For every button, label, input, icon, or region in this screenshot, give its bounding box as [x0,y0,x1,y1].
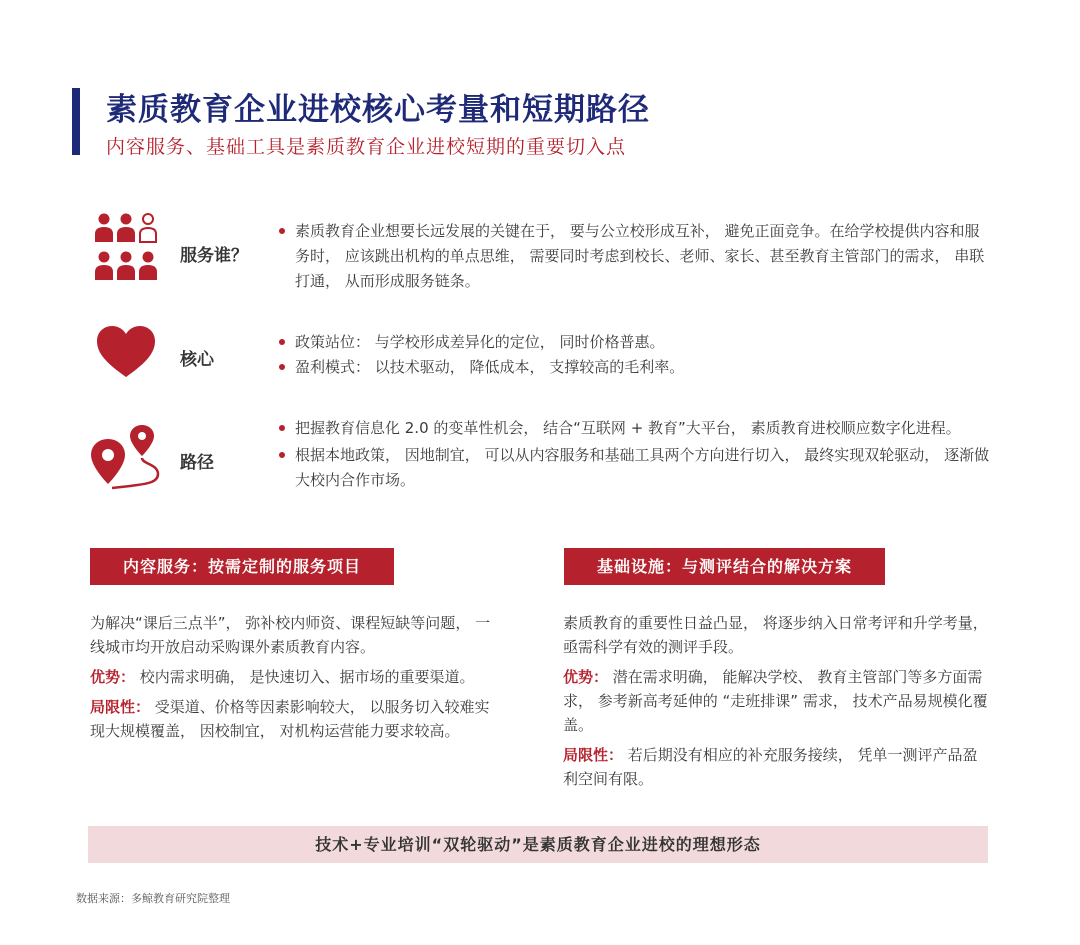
title-accent-bar [72,88,80,155]
advantage-text: 校内需求明确， 是快速切入、据市场的重要渠道。 [135,668,475,686]
content-service-tag: 内容服务：按需定制的服务项目 [90,548,394,585]
row-label-path: 路径 [180,453,214,473]
content-service-limitation [90,695,502,743]
people-group-icon [94,212,158,282]
core-bullets [276,330,990,380]
limitation-label: 局限性： [563,746,624,764]
infrastructure-column [563,611,989,797]
list-item: 素质教育企业想要长远发展的关键在于， 要与公立校形成互补， 避免正面竞争。在给学校提供内容和服务时， 应该跳出机构的单点思维， 需要同时考虑到校长、老师、家长、甚至教育主管部门的需求， 串联打通， 从而形成服务链条。 [276,219,990,294]
list-item: 盈利模式： 以技术驱动， 降低成本， 支撑较高的毛利率。 [276,355,990,380]
row-label-core: 核心 [180,350,214,370]
list-item: 把握教育信息化 2.0 的变革性机会， 结合“互联网 + 教育”大平台， 素质教育进校顺应数字化进程。 [276,416,990,441]
page-subtitle: 内容服务、基础工具是素质教育企业进校短期的重要切入点 [106,136,627,158]
limitation-text: 若后期没有相应的补充服务接续， 凭单一测评产品盈利空间有限。 [563,746,978,788]
heart-icon [96,326,156,378]
route-pin-icon [90,424,164,490]
content-service-column [90,611,502,749]
advantage-label: 优势： [563,668,609,686]
advantage-text: 潜在需求明确， 能解决学校、 教育主管部门等多方面需求， 参考新高考延伸的 “走班排课” 需求， 技术产品易规模化覆盖。 [563,668,988,734]
data-source-note: 数据来源：多鲸教育研究院整理 [76,892,230,905]
limitation-label: 局限性： [90,698,151,716]
list-item: 政策站位： 与学校形成差异化的定位， 同时价格普惠。 [276,330,990,355]
infrastructure-intro: 素质教育的重要性日益凸显， 将逐步纳入日常考评和升学考量， 亟需科学有效的测评手段。 [563,614,988,656]
page-title: 素质教育企业进校核心考量和短期路径 [106,92,650,128]
content-service-advantage [90,665,502,689]
path-bullets [276,416,990,493]
infrastructure-tag: 基础设施：与测评结合的解决方案 [564,548,885,585]
conclusion-banner: 技术+专业培训“双轮驱动”是素质教育企业进校的理想形态 [88,826,988,863]
advantage-label: 优势： [90,668,136,686]
content-service-intro: 为解决“课后三点半”， 弥补校内师资、课程短缺等问题， 一线城市均开放启动采购课外素质教育内容。 [90,614,491,656]
infrastructure-advantage [563,665,989,737]
serve-whom-bullets [276,219,990,294]
infrastructure-limitation [563,743,989,791]
limitation-text: 受渠道、价格等因素影响较大， 以服务切入较难实现大规模覆盖， 因校制宜， 对机构运营能力要求较高。 [90,698,490,740]
list-item: 根据本地政策， 因地制宜， 可以从内容服务和基础工具两个方向进行切入， 最终实现双轮驱动， 逐渐做大校内合作市场。 [276,443,990,493]
row-label-serve-whom: 服务谁？ [180,246,248,266]
